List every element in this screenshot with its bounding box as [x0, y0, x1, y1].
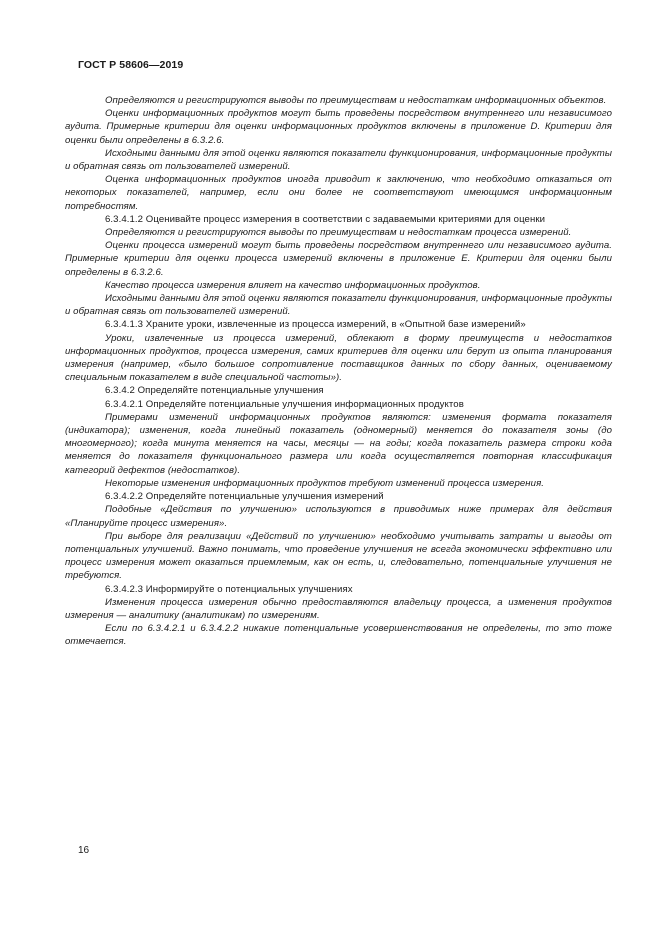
- body-paragraph: Качество процесса измерения влияет на качество информационных продуктов.: [105, 279, 481, 291]
- body-paragraph: Определяются и регистрируются выводы по преимуществам и недостаткам процесса измерений.: [105, 227, 572, 239]
- clause-heading: 6.3.4.2.3 Информируйте о потенциальных улучшениях: [105, 583, 353, 595]
- clause-heading: 6.3.4.2.1 Определяйте потенциальные улучшения информационных продуктов: [105, 398, 464, 410]
- body-paragraph: Определяются и регистрируются выводы по преимуществам и недостаткам информационных объектов.: [105, 95, 607, 106]
- body-paragraph: Некоторые изменения информационных продуктов требуют изменений процесса измерения.: [105, 477, 545, 489]
- body-paragraph: Оценки информационных продуктов могут быть проведены посредством внутреннего или независимого аудита. Примерные критерии для оценки информационных продуктов включены в приложение D. Критерии для оценки были определены в 6.3.2.6.: [65, 108, 612, 146]
- body-paragraph: Исходными данными для этой оценки являются показатели функционирования, информационные продукты и обратная связь от пользователей измерений.: [65, 293, 612, 318]
- clause-heading: 6.3.4.1.3 Храните уроки, извлеченные из процесса измерений, в «Опытной базе измерений»: [105, 319, 526, 331]
- body-paragraph: Оценка информационных продуктов иногда приводит к заключению, что необходимо отказаться от некоторых показателей, например, если они более не соответствуют имеющимся информационным потребностям.: [65, 174, 612, 212]
- page-number: 16: [78, 845, 90, 856]
- body-paragraph: Подобные «Действия по улучшению» используются в приводимых ниже примерах для действия «Планируйте процесс измерения».: [65, 504, 612, 529]
- clause-heading: 6.3.4.1.2 Оценивайте процесс измерения в соответствии с задаваемыми критериями для оценки: [105, 213, 546, 225]
- body-paragraph: Изменения процесса измерения обычно предоставляются владельцу процесса, а изменения продуктов измерения — аналитику (аналитикам) по измерениям.: [65, 596, 612, 621]
- body-paragraph: Если по 6.3.4.2.1 и 6.3.4.2.2 никакие потенциальные усовершенствования не определены, то это тоже отмечается.: [65, 623, 612, 648]
- body-paragraph: Уроки, извлеченные из процесса измерений, облекают в форму преимуществ и недостатков информационных продуктов, процесса измерения, самих критериев для оценки или берут из опыта планирования измерения (например, «было большое сопротивление поставщиков данных по сбору данных, оцениваемому специальным показателем в виде специальной частоты»).: [65, 332, 612, 384]
- clause-heading: 6.3.4.2.2 Определяйте потенциальные улучшения измерений: [105, 491, 384, 503]
- document-body: [65, 94, 612, 649]
- clause-heading: 6.3.4.2 Определяйте потенциальные улучшения: [105, 385, 324, 397]
- body-paragraph: Исходными данными для этой оценки являются показатели функционирования, информационные продукты и обратная связь от пользователей измерений.: [65, 147, 612, 173]
- body-paragraph: Примерами изменений информационных продуктов являются: изменения формата показателя (индикатора); изменения, когда линейный показатель (одномерный) меняется до показателя зоны (до многомерного); когда минута меняется на часы, месяцы — на годы; когда показатель размера строки кода меняется до показателя функционального размера или когда осуществляется повторная классификация категорий дефектов (недостатков).: [65, 411, 612, 476]
- page-header: ГОСТ Р 58606—2019: [78, 59, 184, 71]
- body-paragraph: При выборе для реализации «Действий по улучшению» необходимо учитывать затраты и выгоды от потенциальных улучшений. Важно понимать, что проведение улучшения не всегда экономически эффективно или процесс измерения может оказаться приемлемым, как он есть, и, следовательно, потенциальные улучшения не требуются.: [65, 530, 612, 582]
- body-paragraph: Оценки процесса измерений могут быть проведены посредством внутреннего или независимого аудита. Примерные критерии для оценки процесса измерений включены в приложение Е. Критерии для оценки были определены в 6.3.2.6.: [65, 240, 612, 278]
